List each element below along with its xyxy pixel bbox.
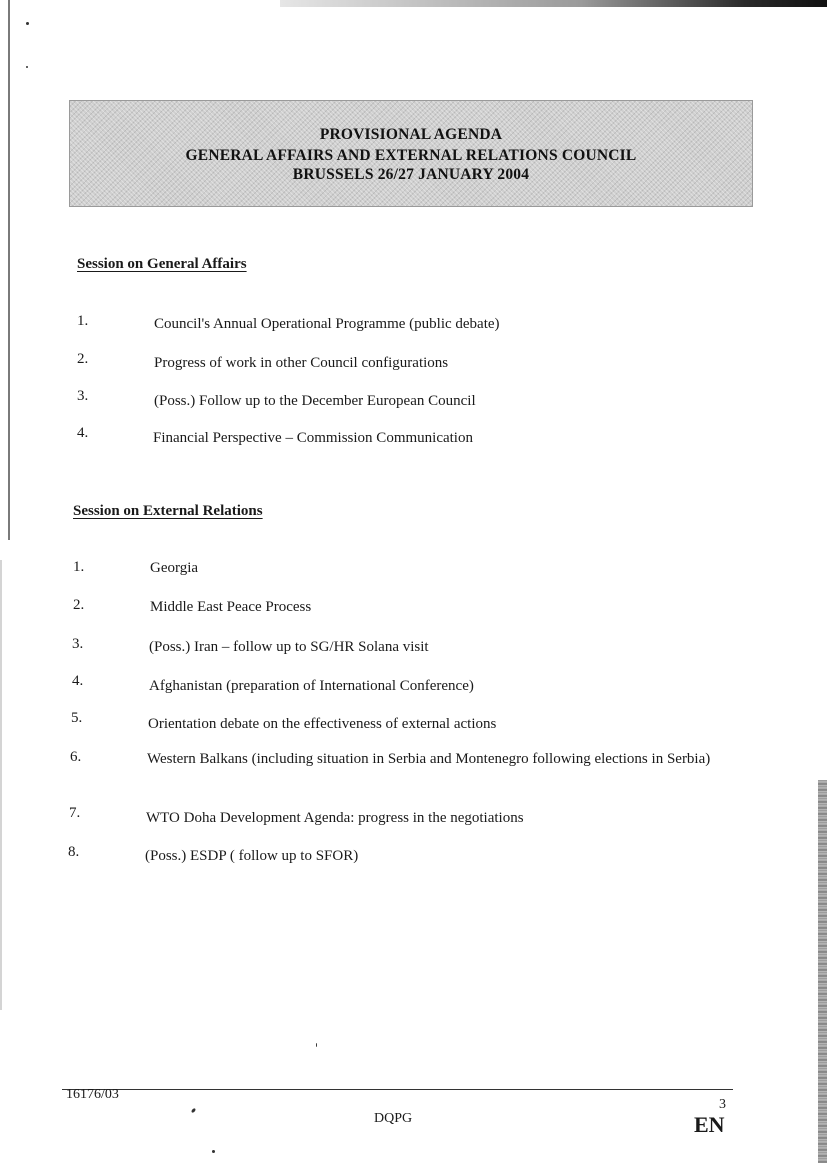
general-item-number: 1. <box>77 313 89 329</box>
external-item-text: Middle East Peace Process <box>150 599 312 615</box>
department-code: DQPG <box>374 1111 413 1126</box>
external-item-number: 4. <box>72 673 84 689</box>
external-item-text: Orientation debate on the effectiveness of external actions <box>148 716 497 732</box>
scan-speck <box>26 66 28 68</box>
external-item-number: 2. <box>73 597 85 613</box>
general-item-number: 2. <box>77 351 89 367</box>
council-name: GENERAL AFFAIRS AND EXTERNAL RELATIONS COUNCIL <box>185 147 637 164</box>
general-item-text: (Poss.) Follow up to the December European Council <box>154 393 476 409</box>
external-item-text: WTO Doha Development Agenda: progress in the negotiations <box>146 810 524 826</box>
scan-speck <box>212 1150 215 1153</box>
footer-rule <box>62 1089 733 1090</box>
general-item-text: Financial Perspective – Commission Communication <box>153 430 473 446</box>
external-item-number: 8. <box>68 844 80 860</box>
language-code: EN <box>694 1112 725 1137</box>
general-item-number: 4. <box>77 425 89 441</box>
external-item-text: (Poss.) ESDP ( follow up to SFOR) <box>145 848 359 864</box>
scan-speck <box>316 1043 317 1047</box>
general-item-text: Progress of work in other Council configurations <box>154 355 449 371</box>
external-item-number: 7. <box>69 805 81 821</box>
meeting-place-date: BRUSSELS 26/27 JANUARY 2004 <box>292 166 530 183</box>
external-item-number: 3. <box>72 636 84 652</box>
general-item-number: 3. <box>77 388 89 404</box>
page-number: 3 <box>719 1097 726 1112</box>
external-item-number: 5. <box>71 710 83 726</box>
scan-edge-top <box>280 0 827 7</box>
external-item-text: (Poss.) Iran – follow up to SG/HR Solana visit <box>149 639 429 655</box>
external-item-number: 1. <box>73 559 85 575</box>
external-item-text: Western Balkans (including situation in Serbia and Montenegro following elections in Serbia) <box>147 751 711 767</box>
external-relations-heading: Session on External Relations <box>73 503 263 519</box>
agenda-title: PROVISIONAL AGENDA <box>319 126 503 143</box>
scan-edge-right <box>818 780 827 1163</box>
external-item-number: 6. <box>70 749 82 765</box>
external-item-text: Afghanistan (preparation of International Conference) <box>149 678 474 694</box>
scan-speck <box>191 1108 197 1114</box>
external-item-text: Georgia <box>150 560 199 576</box>
scan-speck <box>26 22 29 25</box>
document-number: 16176/03 <box>66 1087 119 1102</box>
general-affairs-heading: Session on General Affairs <box>77 256 247 272</box>
scan-edge-left-lower <box>0 560 2 1010</box>
general-item-text: Council's Annual Operational Programme (public debate) <box>154 316 500 332</box>
scan-edge-left <box>8 0 10 540</box>
